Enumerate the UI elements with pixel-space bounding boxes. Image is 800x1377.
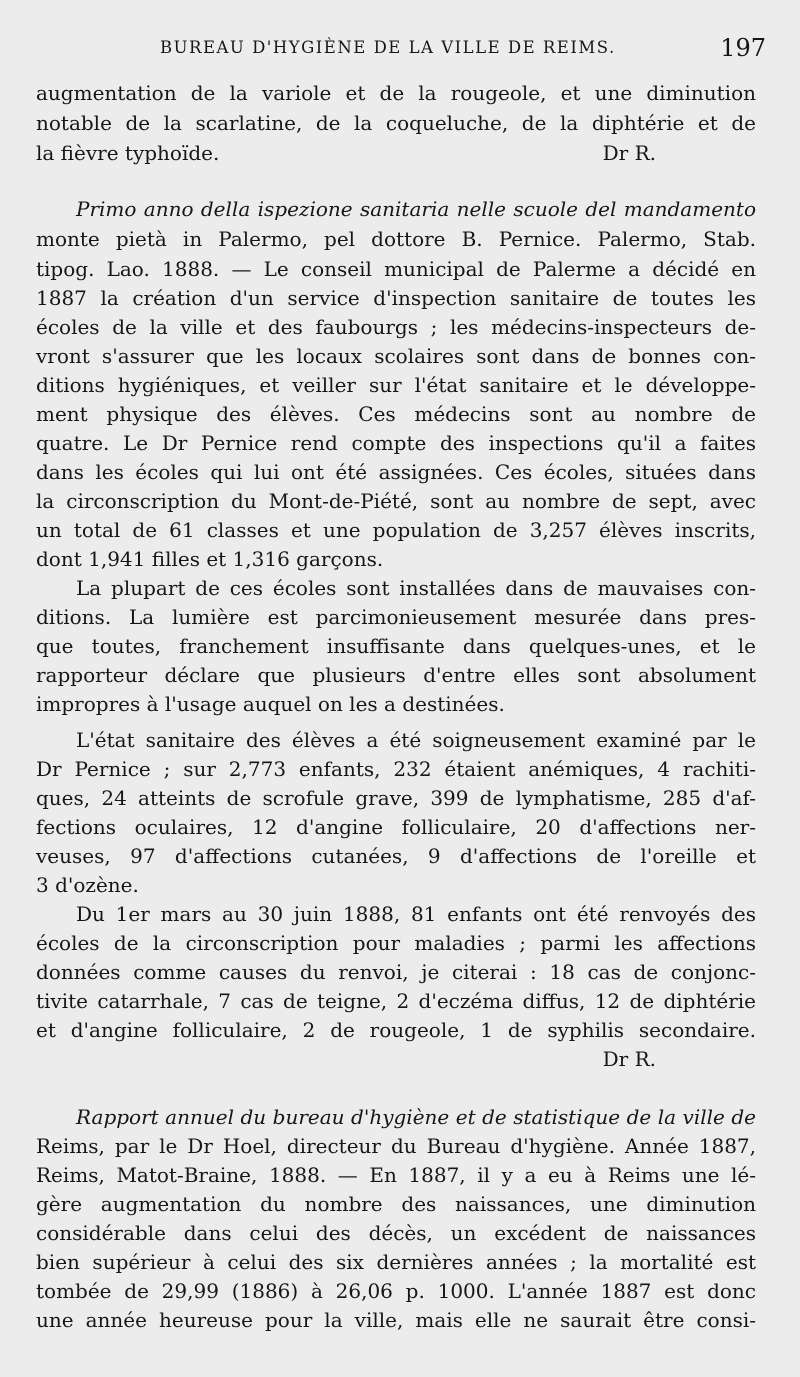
text-line: et d'angine folliculaire, 2 de rougeole, 1 de syphilis secondaire. bbox=[36, 1018, 756, 1042]
text-line: 3 d'ozène. bbox=[36, 873, 139, 897]
text-line: impropres à l'usage auquel on les a destinées. bbox=[36, 692, 505, 716]
review-title-line: Primo anno della ispezione sanitaria nelle scuole del mandamento bbox=[76, 197, 756, 221]
text-line: veuses, 97 d'affections cutanées, 9 d'affections de l'oreille et bbox=[36, 844, 756, 868]
text-line: écoles de la ville et des faubourgs ; les médecins-inspecteurs de- bbox=[36, 315, 756, 339]
text-line: la fièvre typhoïde. bbox=[36, 141, 220, 165]
text-line: monte pietà in Palermo, pel dottore B. Pernice. Palermo, Stab. bbox=[36, 227, 756, 251]
text-line: bien supérieur à celui des six dernières années ; la mortalité est bbox=[36, 1250, 756, 1274]
page-number: 197 bbox=[720, 34, 766, 62]
text-line: ditions. La lumière est parcimonieusement mesurée dans pres- bbox=[36, 605, 756, 629]
text-line: Du 1er mars au 30 juin 1888, 81 enfants ont été renvoyés des bbox=[76, 902, 756, 926]
text-line: La plupart de ces écoles sont installées dans de mauvaises con- bbox=[76, 576, 756, 600]
text-line: la circonscription du Mont-de-Piété, sont au nombre de sept, avec bbox=[36, 489, 756, 513]
text-line: dont 1,941 filles et 1,316 garçons. bbox=[36, 547, 384, 571]
text-line: dans les écoles qui lui ont été assignées. Ces écoles, situées dans bbox=[36, 460, 756, 484]
text-line: ment physique des élèves. Ces médecins sont au nombre de bbox=[36, 402, 756, 426]
text-line: tipog. Lao. 1888. — Le conseil municipal de Palerme a décidé en bbox=[36, 257, 756, 281]
text-line: Reims, par le Dr Hoel, directeur du Bureau d'hygiène. Année 1887, bbox=[36, 1134, 756, 1158]
signature: Dr R. bbox=[602, 141, 656, 165]
text-line: considérable dans celui des décès, un excédent de naissances bbox=[36, 1221, 756, 1245]
text-line: tombée de 29,99 (1886) à 26,06 p. 1000. L'année 1887 est donc bbox=[36, 1279, 756, 1303]
text-line: une année heureuse pour la ville, mais elle ne saurait être consi- bbox=[36, 1308, 756, 1332]
text-line: quatre. Le Dr Pernice rend compte des inspections qu'il a faites bbox=[36, 431, 756, 455]
text-line: Dr Pernice ; sur 2,773 enfants, 232 étaient anémiques, 4 rachiti- bbox=[36, 757, 756, 781]
text-line: rapporteur déclare que plusieurs d'entre elles sont absolument bbox=[36, 663, 756, 687]
text-line: L'état sanitaire des élèves a été soigneusement examiné par le bbox=[76, 728, 756, 752]
running-title: BUREAU D'HYGIÈNE DE LA VILLE DE REIMS. bbox=[160, 38, 616, 57]
review-title-line: Rapport annuel du bureau d'hygiène et de statistique de la ville de bbox=[76, 1105, 756, 1129]
text-line: augmentation de la variole et de la rougeole, et une diminution bbox=[36, 81, 756, 105]
text-line: notable de la scarlatine, de la coqueluche, de la diphtérie et de bbox=[36, 111, 756, 135]
text-line: fections oculaires, 12 d'angine folliculaire, 20 d'affections ner- bbox=[36, 815, 756, 839]
text-line: données comme causes du renvoi, je citerai : 18 cas de conjonc- bbox=[36, 960, 756, 984]
text-line: ques, 24 atteints de scrofule grave, 399 de lymphatisme, 285 d'af- bbox=[36, 786, 756, 810]
text-line: Reims, Matot-Braine, 1888. — En 1887, il y a eu à Reims une lé- bbox=[36, 1163, 756, 1187]
text-line: écoles de la circonscription pour maladies ; parmi les affections bbox=[36, 931, 756, 955]
page-header bbox=[46, 34, 770, 68]
text-line: 1887 la création d'un service d'inspection sanitaire de toutes les bbox=[36, 286, 756, 310]
text-line: tivite catarrhale, 7 cas de teigne, 2 d'eczéma diffus, 12 de diphtérie bbox=[36, 989, 756, 1013]
text-line: ditions hygiéniques, et veiller sur l'état sanitaire et le développe- bbox=[36, 373, 756, 397]
text-line: un total de 61 classes et une population de 3,257 élèves inscrits, bbox=[36, 518, 756, 542]
text-line: que toutes, franchement insuffisante dans quelques-unes, et le bbox=[36, 634, 756, 658]
signature: Dr R. bbox=[602, 1047, 656, 1071]
text-line: gère augmentation du nombre des naissances, une diminution bbox=[36, 1192, 756, 1216]
text-line: vront s'assurer que les locaux scolaires sont dans de bonnes con- bbox=[36, 344, 756, 368]
